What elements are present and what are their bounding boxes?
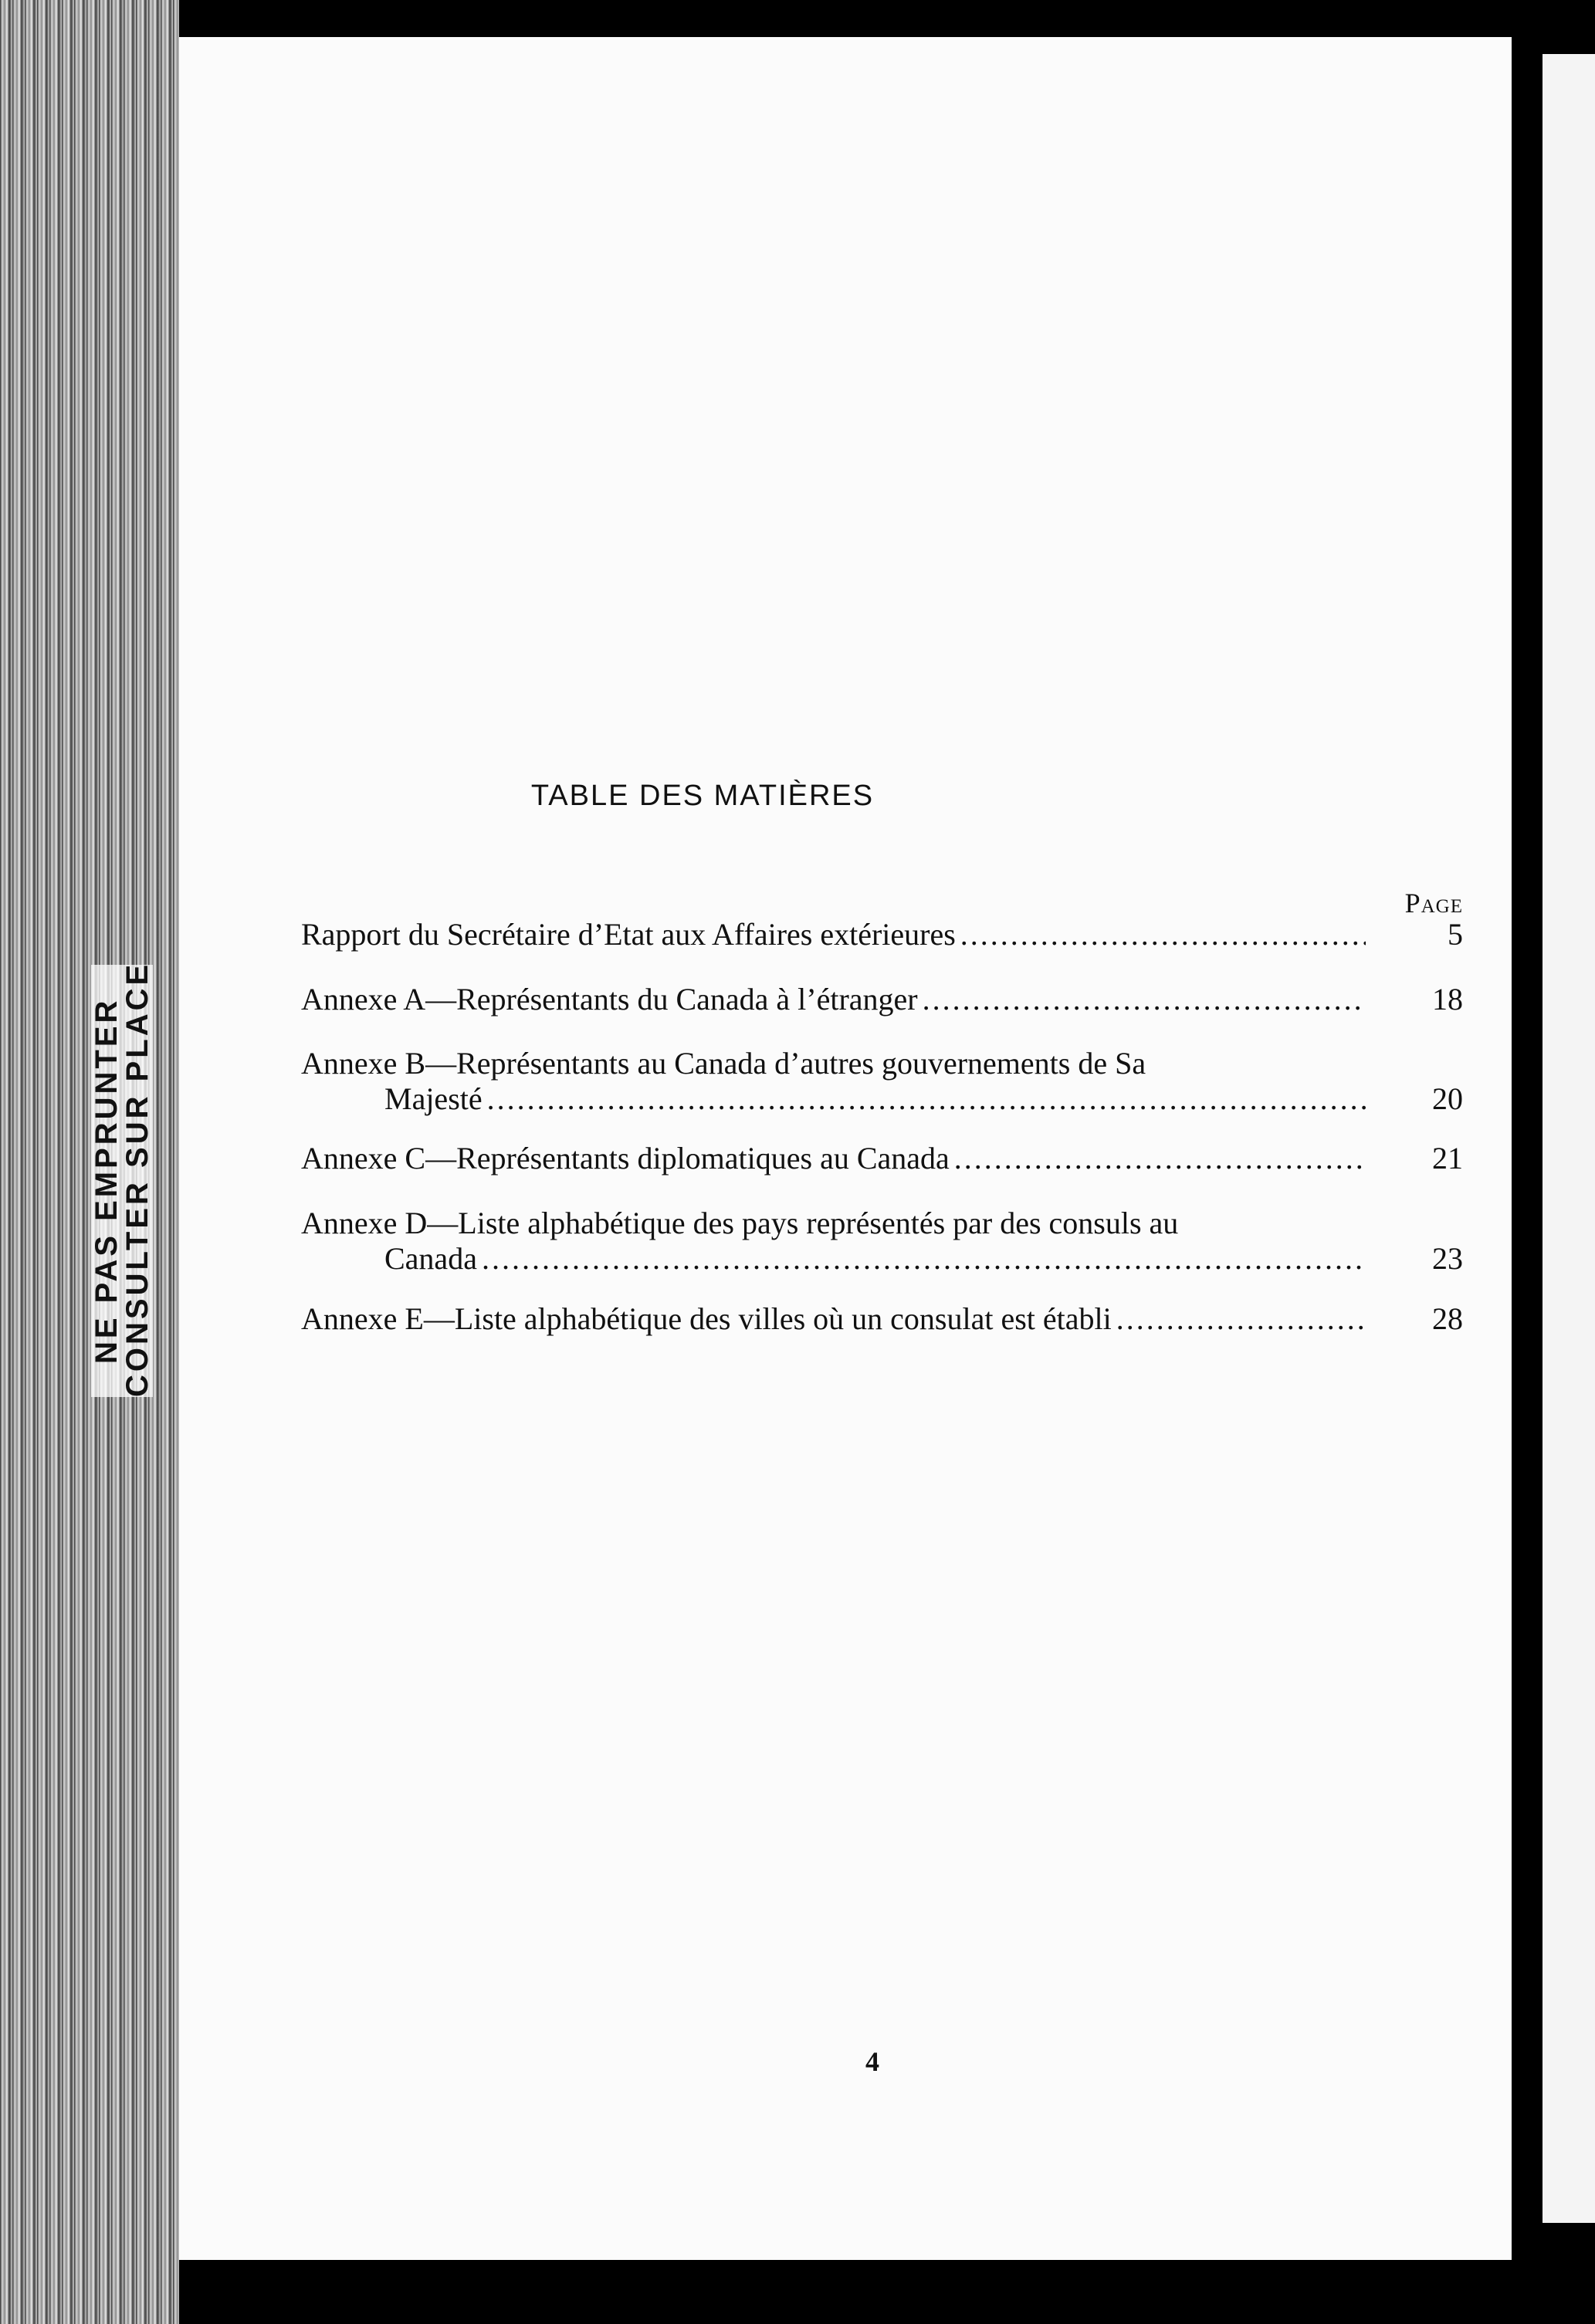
- toc-entry-title-continued: Canada: [384, 1241, 477, 1276]
- toc-entry-annexe-b: [301, 1046, 1463, 1117]
- toc-entry-page: 21: [1432, 1141, 1463, 1176]
- dot-leader: [1116, 1301, 1366, 1337]
- page-number: 4: [865, 2046, 879, 2077]
- stamp-line-2: CONSULTER SUR PLACE: [120, 961, 154, 1397]
- toc-entry-title-continued: Majesté: [384, 1081, 483, 1116]
- toc-entry-annexe-a: [301, 982, 1463, 1017]
- dot-leader: [960, 917, 1366, 952]
- toc-entry-annexe-d: [301, 1206, 1463, 1277]
- toc-entry-page: 18: [1432, 982, 1463, 1017]
- toc-entry-title: Annexe A—Représentants du Canada à l’étranger: [301, 982, 918, 1017]
- toc-entry-title: Rapport du Secrétaire d’Etat aux Affaires extérieures: [301, 917, 956, 952]
- dot-leader: [954, 1141, 1366, 1176]
- toc-entry-annexe-c: [301, 1141, 1463, 1176]
- toc-entry-title: Annexe B—Représentants au Canada d’autres gouvernements de Sa: [301, 1046, 1146, 1081]
- library-stamp: [90, 961, 154, 1397]
- dot-leader: [923, 982, 1366, 1017]
- toc-entry-annexe-e: [301, 1301, 1463, 1337]
- toc-title: TABLE DES MATIÈRES: [530, 780, 875, 812]
- toc-entry-title: Annexe D—Liste alphabétique des pays représentés par des consuls au: [301, 1206, 1179, 1240]
- toc-entry-page: 5: [1448, 917, 1463, 952]
- stamp-line-1: NE PAS EMPRUNTER: [90, 997, 124, 1365]
- dot-leader: [487, 1081, 1366, 1117]
- toc-entry-title: Annexe C—Représentants diplomatiques au Canada: [301, 1141, 950, 1176]
- toc-entry-title: Annexe E—Liste alphabétique des villes où un consulat est établi: [301, 1301, 1112, 1336]
- dot-leader: [482, 1241, 1366, 1277]
- toc-entry-page: 20: [1432, 1081, 1463, 1116]
- toc-entry-page: 23: [1432, 1241, 1463, 1276]
- toc-entry-rapport: [301, 917, 1463, 952]
- toc-entry-page: 28: [1432, 1301, 1463, 1336]
- page-column-header: Page: [1404, 888, 1463, 918]
- adjacent-page-edge: [1543, 54, 1595, 2223]
